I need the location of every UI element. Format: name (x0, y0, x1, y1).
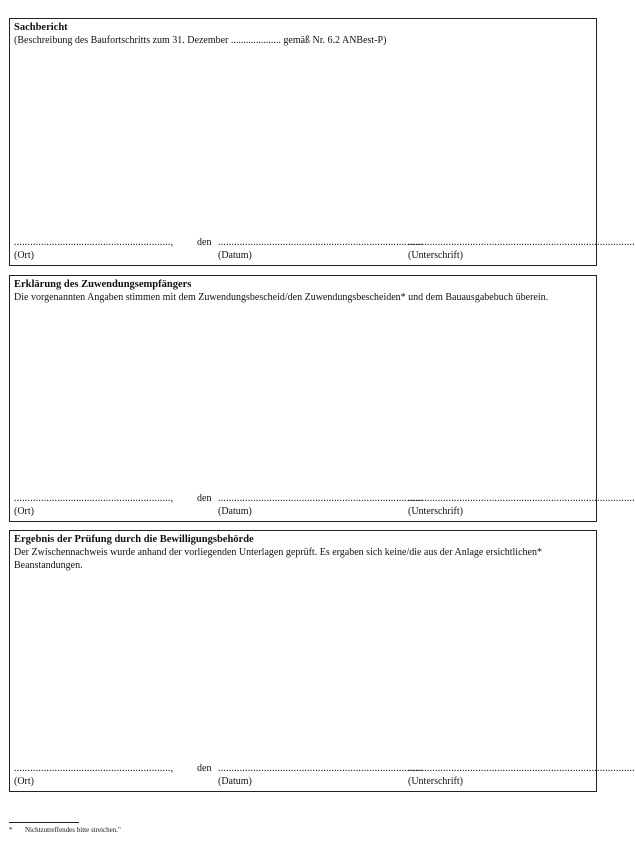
section-pruefung (9, 530, 635, 792)
ort-label: (Ort) (14, 250, 34, 261)
ort-field[interactable]: .........................................................., (14, 493, 174, 504)
signature-row (10, 237, 635, 265)
unterschrift-field[interactable]: .................................................................................... (408, 763, 635, 774)
section-title: Erklärung des Zuwendungsempfängers (14, 279, 192, 290)
section-title: Ergebnis der Prüfung durch die Bewilligungsbehörde (14, 534, 254, 545)
footnote (9, 826, 121, 834)
ort-field[interactable]: .........................................................., (14, 237, 174, 248)
signature-row (10, 493, 635, 521)
unterschrift-field[interactable]: .................................................................................... (408, 493, 635, 504)
den-label: den (197, 763, 212, 774)
footnote-marker: * (9, 826, 13, 834)
datum-field[interactable]: ............................................................................ (218, 237, 424, 248)
section-text: Der Zwischennachweis wurde anhand der vorliegenden Unterlagen geprüft. Es ergaben sich keine/die aus der Anlage ersichtlichen* Beanstandungen. (14, 547, 542, 571)
section-title: Sachbericht (14, 22, 68, 33)
unterschrift-label: (Unterschrift) (408, 506, 463, 517)
section-erklaerung (9, 275, 635, 522)
section-text: Die vorgenannten Angaben stimmen mit dem Zuwendungsbescheid/den Zuwendungsbescheiden* und dem Bauausgabebuch überein. (14, 292, 549, 303)
datum-label: (Datum) (218, 250, 252, 261)
section-sachbericht (9, 18, 635, 266)
ort-label: (Ort) (14, 776, 34, 787)
unterschrift-field[interactable]: .................................................................................... (408, 237, 635, 248)
footnote-rule (9, 822, 79, 823)
ort-label: (Ort) (14, 506, 34, 517)
datum-field[interactable]: ............................................................................ (218, 493, 424, 504)
datum-field[interactable]: ............................................................................ (218, 763, 424, 774)
unterschrift-label: (Unterschrift) (408, 776, 463, 787)
datum-label: (Datum) (218, 776, 252, 787)
signature-row (10, 763, 635, 791)
ort-field[interactable]: .........................................................., (14, 763, 174, 774)
unterschrift-label: (Unterschrift) (408, 250, 463, 261)
section-text: (Beschreibung des Baufortschritts zum 31. Dezember .................... gemäß Nr. 6.2 ANBest-P) (14, 35, 387, 46)
footnote-text: Nichtzutreffendes bitte streichen." (25, 826, 121, 834)
den-label: den (197, 493, 212, 504)
den-label: den (197, 237, 212, 248)
datum-label: (Datum) (218, 506, 252, 517)
